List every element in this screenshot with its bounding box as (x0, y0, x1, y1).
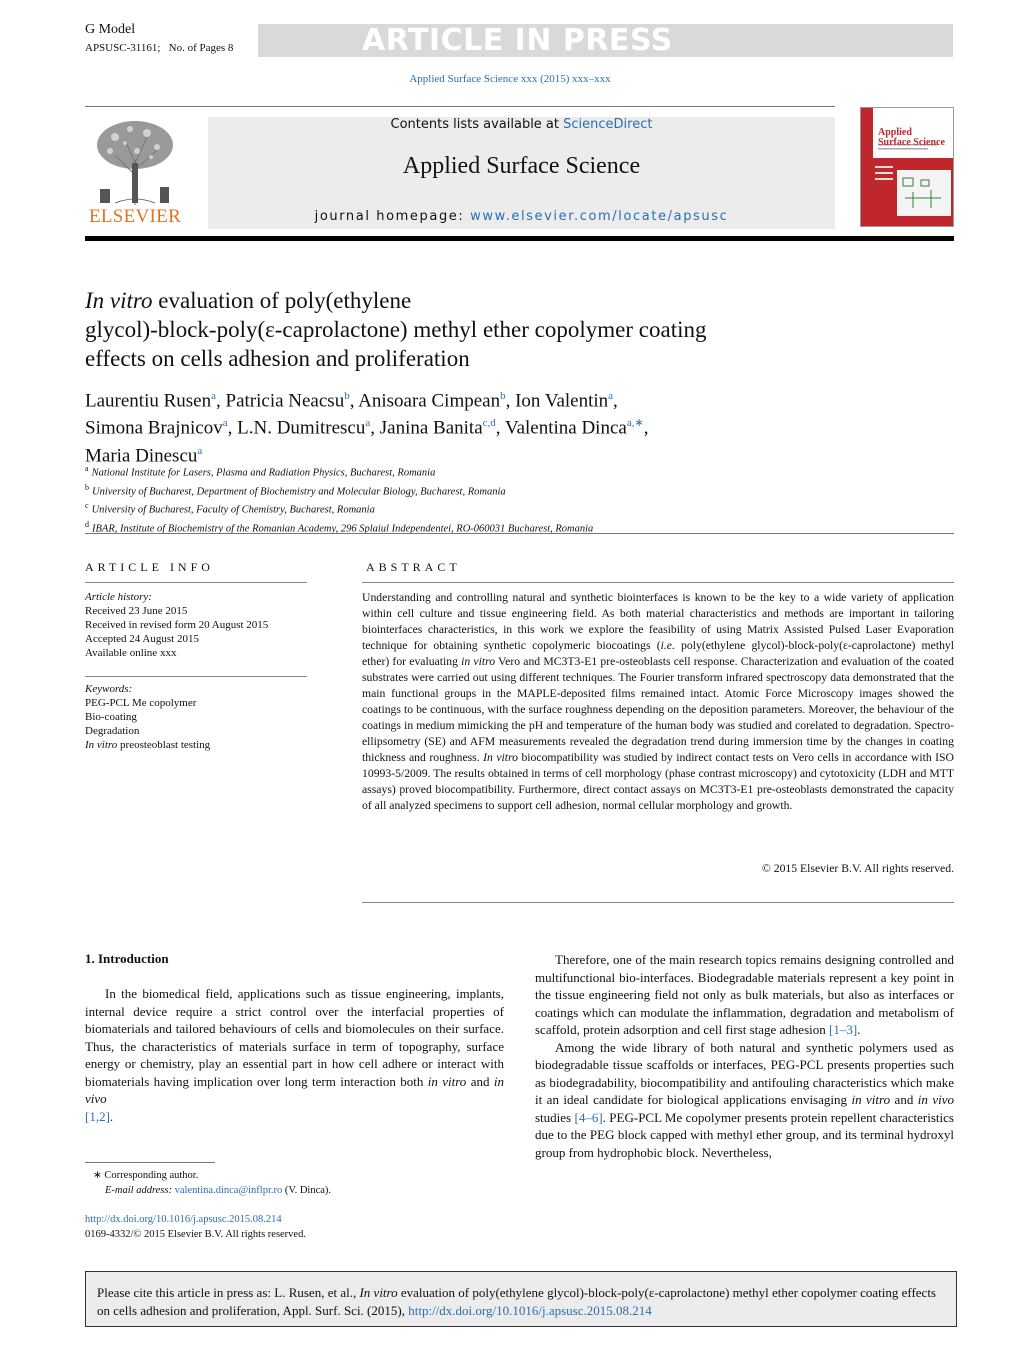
elsevier-wordmark: ELSEVIER (88, 206, 182, 227)
affiliation-text: University of Bucharest, Department of Biochemistry and Molecular Biology, Bucharest, Romania (92, 486, 506, 497)
cover-title-line2: Surface Science (878, 137, 945, 148)
g-model-label: G Model (85, 22, 136, 37)
manuscript-id (85, 42, 233, 54)
author-separator: , (643, 417, 649, 439)
history-item: Available online xxx (85, 647, 177, 659)
author-name[interactable]: Maria Dinescu (85, 444, 198, 466)
journal-reference[interactable]: Applied Surface Science xxx (2015) xxx–xxx (409, 73, 611, 85)
author-affiliation-sup[interactable]: b (344, 390, 350, 402)
intro-in-vitro: in vitro (427, 1073, 467, 1089)
intro-text: Among the wide library of both natural and synthetic polymers used as biodegradable tissue scaffolds or interfaces, PEG-PCL presents properties such as biodegradability, biocompatibility and antifouling characteristics which make it an ideal candidate for biological applications envisaging (535, 1039, 954, 1107)
author-name[interactable]: Ion Valentin (515, 390, 609, 412)
author-separator: , (505, 390, 516, 412)
homepage-prefix: journal homepage: (314, 209, 471, 224)
author-affiliation-sup[interactable]: a (365, 417, 371, 430)
author-separator: , (495, 417, 505, 439)
issn-line: 0169-4332/© 2015 Elsevier B.V. All rights reserved. (85, 1229, 306, 1240)
title-italic: In vitro (85, 288, 153, 313)
affiliation-item (85, 481, 945, 500)
author-affiliation-sup[interactable]: a (211, 390, 216, 402)
keyword-item (85, 738, 307, 752)
author-name[interactable]: Janina Banita (379, 417, 483, 439)
intro-text: and (890, 1092, 918, 1107)
author-name[interactable]: Patricia Neacsu (225, 390, 345, 412)
front-matter-divider (85, 533, 954, 534)
affiliation-sup: b (85, 482, 89, 492)
footnote-divider (85, 1162, 215, 1163)
header-divider (85, 106, 835, 107)
abstract-ie: i.e. (660, 639, 675, 652)
intro-text: . PEG-PCL Me copolymer presents protein repellent characteristics due to the PEG block capped with methyl ether group, and its terminal hydroxyl group from hydrophobic block. Nevertheless, (535, 1109, 954, 1160)
keyword-italic: In vitro (85, 739, 118, 751)
affiliation-sup: c (85, 501, 89, 510)
author-separator: , (349, 390, 359, 412)
abstract-part: Understanding and controlling natural and synthetic biointerfaces is known to be the key to a wide variety of application within cell culture and tissue engineering field. As both material characteristics and methods are important in tailoring biointerfaces characteristics, in this work we explore the feasibility of using Matrix Assisted Pulsed Laser Evaporation technique for obtaining synthetic copolymeric biocoatings ( (362, 591, 954, 652)
author-affiliation-sup[interactable]: b (500, 390, 506, 402)
title-line1: evaluation of poly(ethylene (152, 288, 412, 313)
cite-prefix: Please cite this article in press as: L. Rusen, et al., (97, 1285, 360, 1300)
author-separator: , (370, 417, 380, 439)
page-count: No. of Pages 8 (168, 42, 234, 54)
author-name[interactable]: Anisoara Cimpean (358, 390, 501, 412)
author-name[interactable]: Valentina Dinca (504, 417, 627, 439)
abstract-heading: ABSTRACT (366, 560, 461, 574)
cover-title-line1: Applied (878, 127, 912, 138)
author-affiliation-sup[interactable]: c,d (482, 417, 496, 430)
masthead-rule (85, 236, 954, 241)
author-email-link[interactable]: valentina.dinca@inflpr.ro (174, 1185, 283, 1196)
doi-link[interactable]: http://dx.doi.org/10.1016/j.apsusc.2015.08.214 (85, 1214, 282, 1225)
citation-link[interactable]: [4–6] (574, 1109, 603, 1125)
citation-link[interactable]: [1,2] (85, 1108, 110, 1124)
author-name[interactable]: L.N. Dumitrescu (237, 417, 366, 439)
abstract-text (362, 590, 954, 814)
intro-paragraph: Therefore, one of the main research topics remains designing controlled and multifunctional bio-interfaces. Biodegradable materials represent a key point in the tissue engineering field not only as bulk materials, but also as interfaces or coatings which can modulate the inflammation, degradation and metabolism of scaffold, protein adsorption and cell first stage adhesion [1–3]. (535, 952, 954, 1037)
keywords-divider (85, 676, 307, 677)
affiliation-sup: a (85, 464, 89, 473)
author-affiliation-sup[interactable]: a (197, 444, 203, 457)
intro-in-vitro: in vitro (851, 1092, 891, 1107)
abstract-in-vitro: in vitro (461, 655, 496, 668)
journal-title: Applied Surface Science (402, 153, 641, 179)
contents-prefix: Contents lists available at (390, 117, 564, 132)
affiliation-list (85, 462, 945, 536)
journal-cover-thumbnail[interactable] (860, 107, 954, 227)
author-list (85, 385, 945, 467)
keyword-item: Bio-coating (85, 711, 137, 723)
abstract-copyright: © 2015 Elsevier B.V. All rights reserved. (761, 862, 954, 875)
author-name[interactable]: Simona Brajnicov (85, 417, 223, 439)
cite-middle: evaluation of poly(ethylene glycol)-block-poly(ε-caprolactone) methyl ether copolymer coating effects on cells adhesion and proliferation, Appl. Surf. Sci. (2015), (97, 1285, 936, 1318)
article-title (85, 286, 865, 373)
author-name[interactable]: Laurentiu Rusen (85, 390, 212, 412)
author-separator: , (227, 417, 238, 439)
email-label: E-mail address: (105, 1185, 175, 1196)
intro-in-vivo: in vivo (917, 1092, 954, 1107)
homepage-link[interactable]: www.elsevier.com/locate/apsusc (470, 209, 729, 224)
abstract-in-vitro: In vitro (483, 751, 518, 764)
abstract-divider (362, 582, 954, 583)
intro-column-right (535, 951, 954, 1161)
author-separator: , (216, 390, 226, 412)
doi-block (85, 1212, 306, 1242)
intro-text: studies (535, 1109, 575, 1125)
article-info-heading: ARTICLE INFO (85, 560, 214, 574)
cite-italic: In vitro (359, 1285, 398, 1300)
history-item: Accepted 24 August 2015 (85, 633, 199, 645)
article-history (85, 590, 307, 660)
affiliation-item (85, 462, 945, 481)
intro-text: In the biomedical field, applications such as tissue engineering, implants, internal device require a strict control over the interfacial properties of biomaterials and tailored behaviours of cells and biomolecules on their surface. Thus, the characteristics of materials surface in term of topography, surface energy or chemistry, play an essential part in how cell adhere or interact with biomaterials having implication over long term interaction both (85, 986, 504, 1089)
author-separator: , (613, 390, 618, 412)
corresponding-author-label: ∗ Corresponding author. (93, 1170, 199, 1181)
contents-available-line (208, 117, 835, 132)
title-line3: effects on cells adhesion and proliferation (85, 346, 470, 371)
introduction-heading: 1. Introduction (85, 951, 169, 966)
author-affiliation-sup[interactable]: a,∗ (626, 417, 644, 430)
history-item: Received 23 June 2015 (85, 605, 188, 617)
affiliation-text: University of Bucharest, Faculty of Chemistry, Bucharest, Romania (91, 504, 375, 516)
intro-text: and (466, 1073, 494, 1089)
affiliation-item (85, 499, 945, 518)
article-in-press-banner: ARTICLE IN PRESS (258, 24, 953, 57)
affiliation-text: National Institute for Lasers, Plasma and Radiation Physics, Bucharest, Romania (91, 467, 436, 479)
author-affiliation-sup[interactable]: a (222, 417, 228, 430)
abstract-part: biocompatibility was studied by indirect contact tests on Vero cells in accordance with ISO 10993-5/2009. The results obtained in terms of cell morphology (phase contrast microscopy) and cytotoxicity (LDH and MTT assays) proved biocompatibility. Furthermore, direct contact assays on MC3T3-E1 pre-osteoblasts demonstrated the capacity of all analyzed specimens to support cell adhesion, normal cellular morphology and growth. (362, 751, 954, 812)
abstract-bottom-divider (362, 902, 954, 903)
keyword-rest: preosteoblast testing (117, 739, 211, 751)
please-cite-box (85, 1271, 957, 1327)
title-line2: glycol)-block-poly(ε-caprolactone) methyl ether copolymer coating (85, 317, 707, 342)
affiliation-sup: d (85, 519, 89, 529)
keyword-item: Degradation (85, 725, 140, 737)
manuscript-number: APSUSC-31161; (85, 42, 161, 54)
journal-homepage-line (208, 209, 835, 224)
keywords-list (85, 682, 307, 752)
intro-paragraph (535, 1039, 954, 1162)
affiliation-text: IBAR, Institute of Biochemistry of the Romanian Academy, 296 Splaiul Independentei, RO-060031 Bucharest, Romania (92, 523, 594, 534)
intro-text: Therefore, one of the main research topics remains designing controlled and multifunctional bio-interfaces. Biodegradable materials represent a key point in the tissue engineering field not only as bulk materials, but also as interfaces or coatings which can modulate the inflammation, degradation and metabolism of scaffold, protein adsorption and cell first stage adhesion (535, 952, 954, 1037)
cite-doi-link[interactable]: http://dx.doi.org/10.1016/j.apsusc.2015.08.214 (408, 1303, 652, 1318)
intro-in-vivo: in vivo (85, 1073, 504, 1106)
keyword-item: PEG-PCL Me copolymer (85, 697, 197, 709)
keywords-label: Keywords: (85, 683, 133, 695)
citation-link[interactable]: [1–3] (829, 1022, 858, 1037)
intro-paragraph-left: In the biomedical field, applications such as tissue engineering, implants, internal device require a strict control over the interfacial properties of biomaterials and tailored behaviours of cells and biomolecules on their surface. Thus, the characteristics of materials surface in term of topography, surface energy or chemistry, play an essential part in how cell adhere or interact with biomaterials having implication over long term interaction both in vitro and in vivo [1,2]. (85, 986, 504, 1124)
history-label: Article history: (85, 591, 152, 603)
history-item: Received in revised form 20 August 2015 (85, 619, 269, 631)
sciencedirect-link[interactable]: ScienceDirect (563, 117, 653, 132)
article-info-divider (85, 582, 307, 583)
corresponding-author-footnote (85, 1168, 504, 1198)
author-affiliation-sup[interactable]: a (608, 390, 614, 402)
abstract-part: Vero and MC3T3-E1 pre-osteoblasts cell response. Characterization and evaluation of the coated substrates were carried out using different techniques. The Fourier transform infrared spectroscopy data demonstrated that the main functional groups in the MAPLE-deposited films remained intact. Atomic Force Microscopy images showed the coatings to be continuous, with the surface roughness depending on the deposition parameters. Moreover, the behaviour of the coatings in medium mimicking the pH and temperature of the human body was studied and corelated to degradation. Spectro-ellipsometry (SE) and AFM measurements revealed the degradation trend during immersion time by the changes in coating thickness and roughness. (362, 655, 954, 764)
email-suffix: (V. Dinca). (282, 1185, 332, 1196)
abstract-part: poly(ethylene glycol)-block-poly(ε-caprolactone) methyl ether) for evaluating (362, 639, 955, 668)
